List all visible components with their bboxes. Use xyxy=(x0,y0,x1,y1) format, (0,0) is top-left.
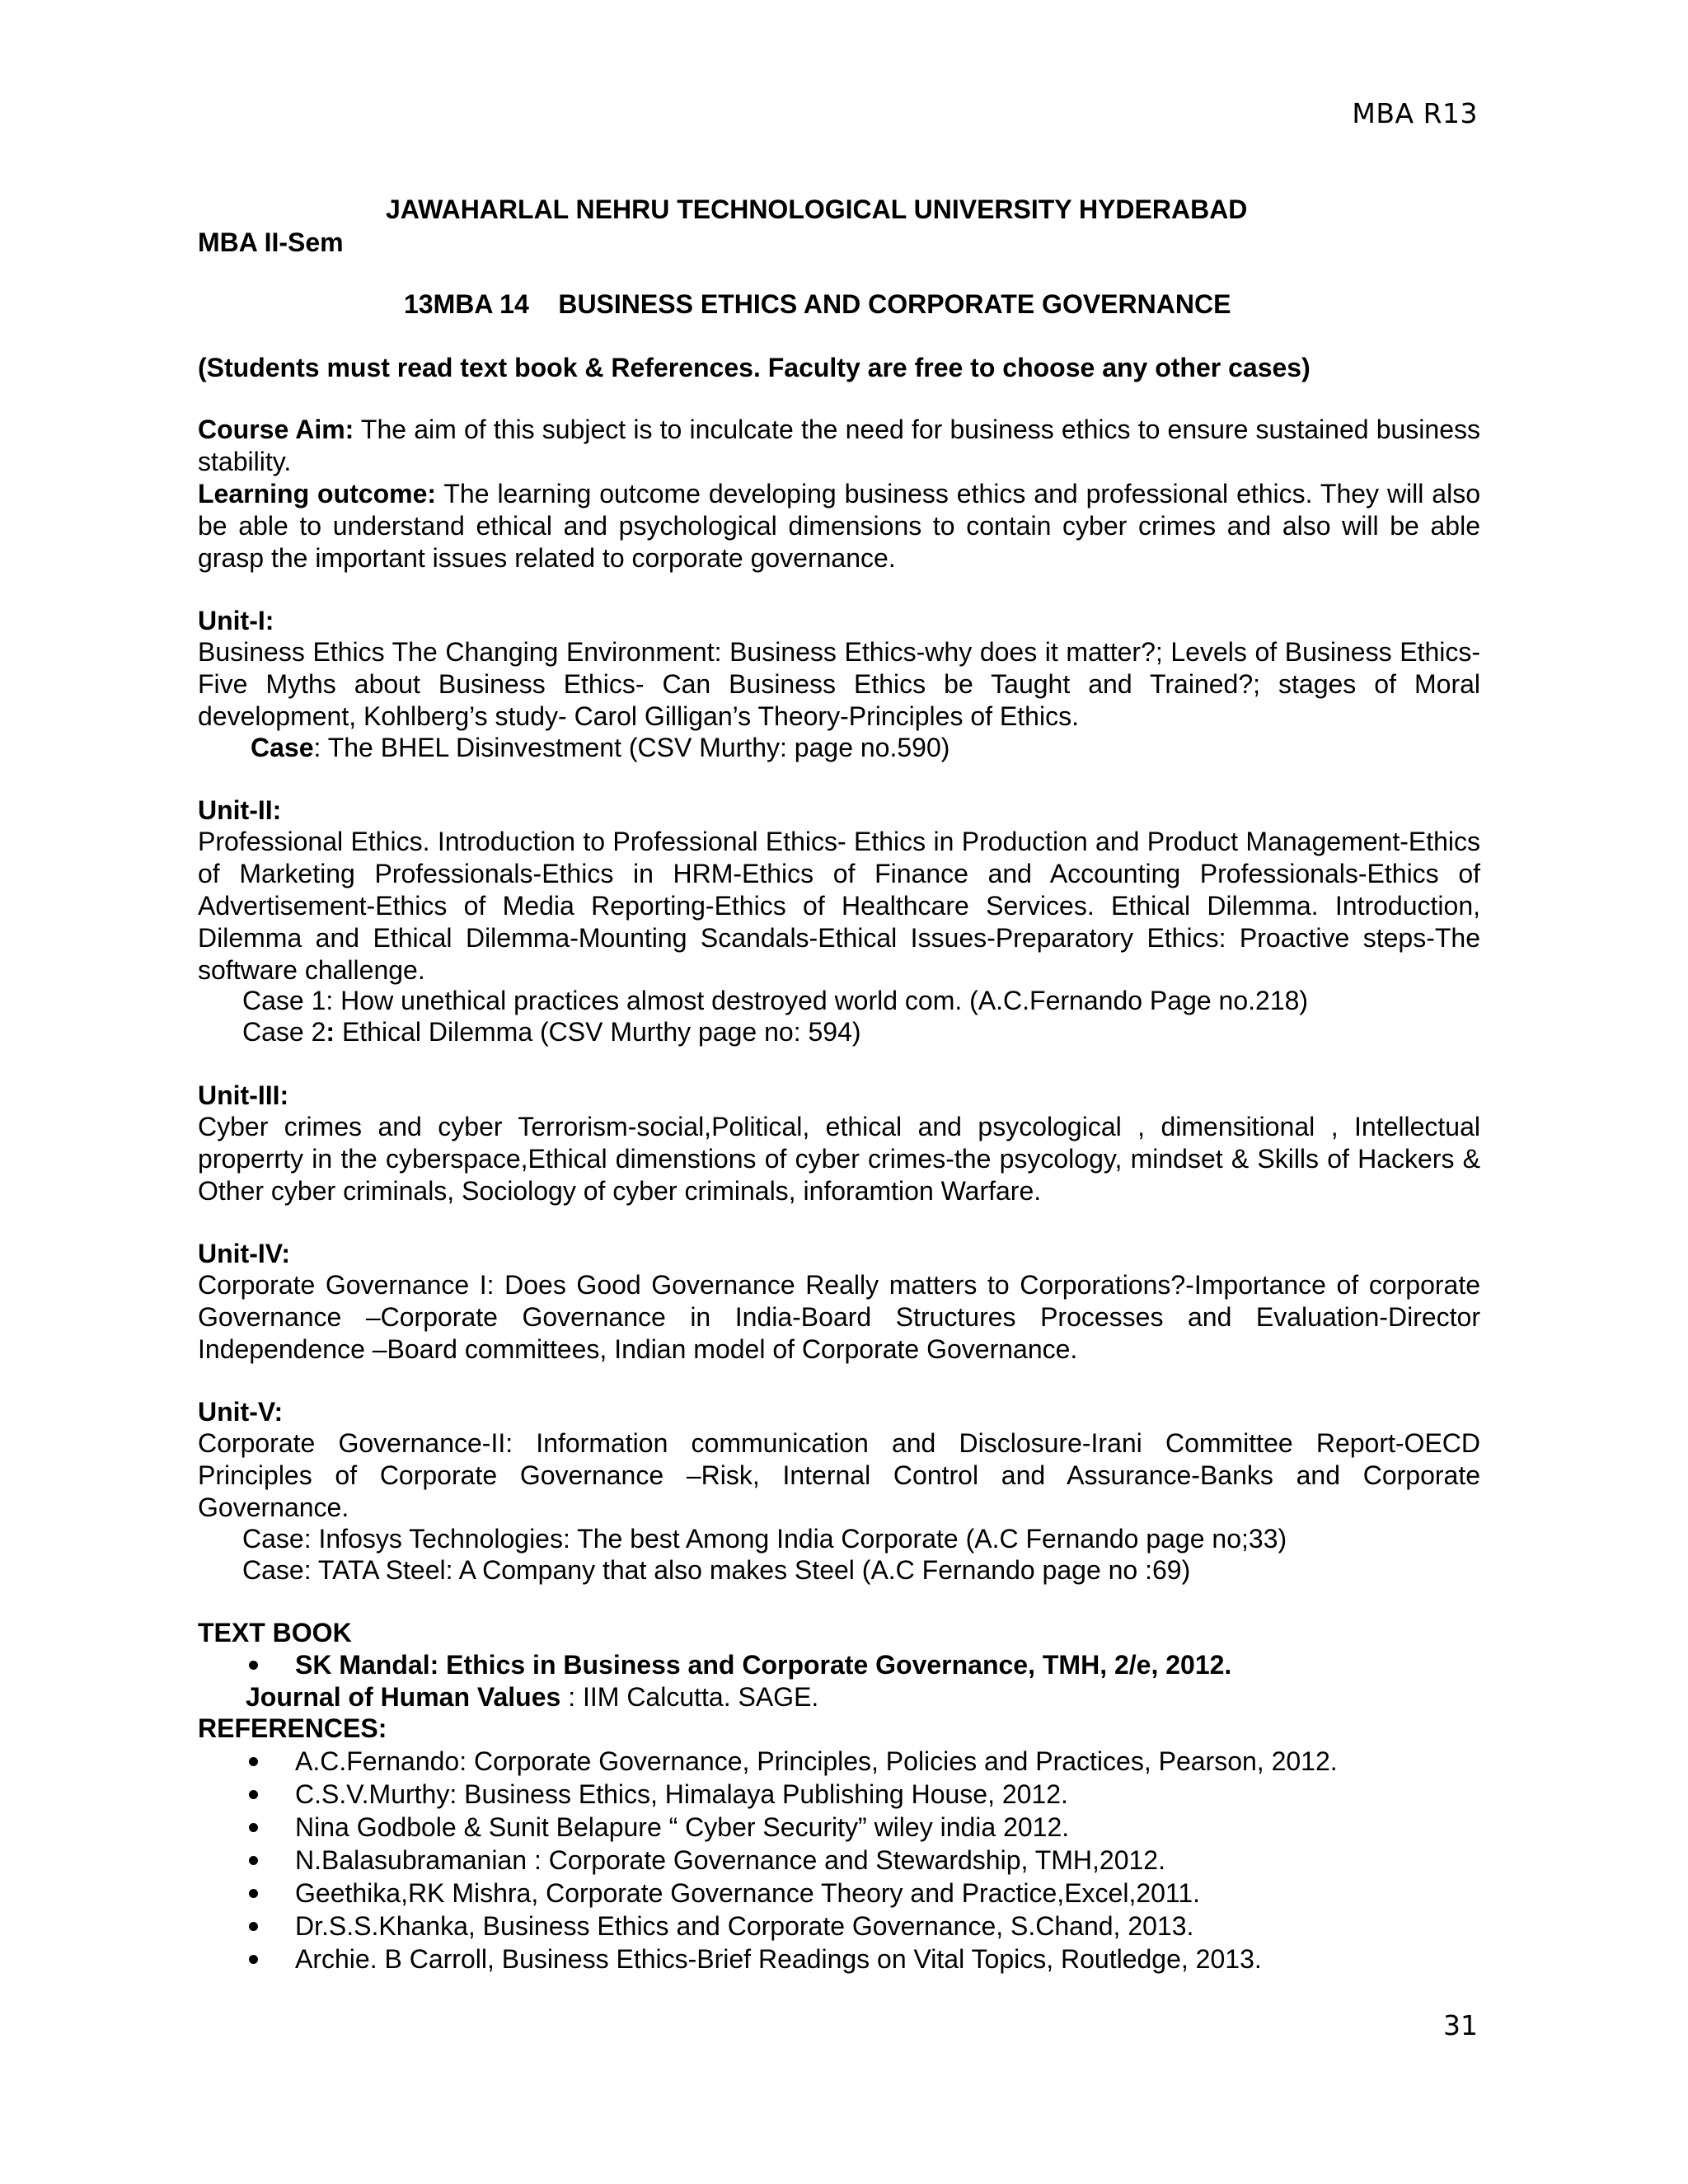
list-item xyxy=(198,1779,1480,1811)
course-title: 13MBA 14 BUSINESS ETHICS AND CORPORATE GOVERNANCE xyxy=(404,289,1231,319)
learning-outcome xyxy=(198,478,1480,574)
unit-1-title: Unit-I: xyxy=(198,606,274,635)
bullet-icon xyxy=(249,1757,258,1766)
unit-2-case-2-text: Ethical Dilemma (CSV Murthy page no: 594) xyxy=(335,1017,861,1047)
list-item xyxy=(198,1877,1480,1910)
unit-5-case-2: Case: TATA Steel: A Company that also makes Steel (A.C Fernando page no :69) xyxy=(242,1555,1191,1585)
reference-item: Dr.S.S.Khanka, Business Ethics and Corporate Governance, S.Chand, 2013. xyxy=(295,1911,1194,1941)
reference-item: C.S.V.Murthy: Business Ethics, Himalaya Publishing House, 2012. xyxy=(295,1779,1068,1809)
bullet-icon xyxy=(249,1790,258,1799)
references-title: REFERENCES: xyxy=(198,1713,387,1743)
course-aim xyxy=(198,414,1480,478)
references-list xyxy=(198,1746,1480,1976)
semester: MBA II-Sem xyxy=(198,227,344,257)
unit-2-case-2-prefix: Case 2 xyxy=(242,1017,326,1047)
course-aim-label: Course Aim: xyxy=(198,415,354,444)
unit-5-case-1: Case: Infosys Technologies: The best Among India Corporate (A.C Fernando page no;33) xyxy=(242,1524,1287,1554)
unit-2-case-2 xyxy=(242,1016,861,1048)
list-item xyxy=(198,1844,1480,1877)
journal-label: Journal of Human Values xyxy=(246,1682,561,1712)
text-book-list xyxy=(198,1649,1480,1682)
list-item xyxy=(198,1943,1480,1976)
reference-item: N.Balasubramanian : Corporate Governance and Stewardship, TMH,2012. xyxy=(295,1845,1165,1875)
bullet-icon xyxy=(249,1823,258,1832)
list-item xyxy=(198,1746,1480,1779)
list-item xyxy=(198,1649,1480,1682)
unit-2-title: Unit-II: xyxy=(198,795,282,825)
bullet-icon xyxy=(249,1922,258,1931)
list-item xyxy=(198,1811,1480,1844)
bullet-icon xyxy=(249,1889,258,1898)
learning-outcome-text: The learning outcome developing business ethics and professional ethics. They will also be able to understand ethical and psychological dimensions to contain cyber crimes and also will be able grasp the important issues related to corporate governance. xyxy=(198,479,1481,573)
list-item xyxy=(198,1910,1480,1943)
unit-3-body: Cyber crimes and cyber Terrorism-social,Political, ethical and psycological , dimensitional , Intellectual properrty in the cyberspace,Ethical dimenstions of cyber crimes-the psycology, mindset & Skills of Hackers & Other cyber criminals, Sociology of cyber criminals, inforamtion Warfare. xyxy=(198,1112,1480,1206)
course-aim-text: The aim of this subject is to inculcate the need for business ethics to ensure sustained business stability. xyxy=(198,415,1481,476)
bullet-icon xyxy=(249,1661,258,1670)
page-number: 31 xyxy=(1443,2009,1478,2041)
unit-1-case-label: Case xyxy=(251,733,314,762)
header-code: MBA R13 xyxy=(1352,97,1478,129)
unit-2-case-2-colon: : xyxy=(326,1017,335,1047)
university-name: JAWAHARLAL NEHRU TECHNOLOGICAL UNIVERSITY HYDERABAD xyxy=(386,194,1248,224)
unit-2-case-1: Case 1: How unethical practices almost destroyed world com. (A.C.Fernando Page no.218) xyxy=(242,986,1309,1015)
bullet-icon xyxy=(249,1955,258,1964)
unit-4-title: Unit-IV: xyxy=(198,1239,290,1268)
unit-2-body: Professional Ethics. Introduction to Professional Ethics- Ethics in Production and Product Management-Ethics of Marketing Professionals-Ethics in HRM-Ethics of Finance and Accounting Professionals-Ethics of Advertisement-Ethics of Media Reporting-Ethics of Healthcare Services. Ethical Dilemma. Introduction, Dilemma and Ethical Dilemma-Mounting Scandals-Ethical Issues-Preparatory Ethics: Proactive steps-The software challenge. xyxy=(198,827,1480,985)
journal-line xyxy=(246,1681,818,1713)
reference-item: Archie. B Carroll, Business Ethics-Brief Readings on Vital Topics, Routledge, 2013. xyxy=(295,1944,1262,1974)
bullet-icon xyxy=(249,1856,258,1865)
text-book-item: SK Mandal: Ethics in Business and Corporate Governance, TMH, 2/e, 2012. xyxy=(295,1650,1232,1680)
learning-outcome-label: Learning outcome: xyxy=(198,479,437,509)
unit-5-title: Unit-V: xyxy=(198,1397,284,1427)
journal-text: : IIM Calcutta. SAGE. xyxy=(560,1682,819,1712)
unit-5-body: Corporate Governance-II: Information communication and Disclosure-Irani Committee Report-OECD Principles of Corporate Governance –Risk, Internal Control and Assurance-Banks and Corporate Governance. xyxy=(198,1428,1480,1522)
unit-1-case xyxy=(251,732,950,764)
reference-item: A.C.Fernando: Corporate Governance, Principles, Policies and Practices, Pearson, 2012. xyxy=(295,1746,1338,1776)
course-note: (Students must read text book & References. Faculty are free to choose any other cases) xyxy=(198,353,1311,382)
unit-3-title: Unit-III: xyxy=(198,1080,289,1110)
unit-4-body: Corporate Governance I: Does Good Governance Really matters to Corporations?-Importance of corporate Governance –Corporate Governance in India-Board Structures Processes and Evaluation-Director Independence –Board committees, Indian model of Corporate Governance. xyxy=(198,1270,1480,1364)
text-book-title: TEXT BOOK xyxy=(198,1618,352,1647)
unit-1-case-text: : The BHEL Disinvestment (CSV Murthy: page no.590) xyxy=(313,733,950,762)
reference-item: Geethika,RK Mishra, Corporate Governance Theory and Practice,Excel,2011. xyxy=(295,1878,1201,1908)
unit-1-body: Business Ethics The Changing Environment: Business Ethics-why does it matter?; Levels of Business Ethics-Five Myths about Business Ethics- Can Business Ethics be Taught and Trained?; stages of Moral development, Kohlberg’s study- Carol Gilligan’s Theory-Principles of Ethics. xyxy=(198,637,1480,731)
reference-item: Nina Godbole & Sunit Belapure “ Cyber Security” wiley india 2012. xyxy=(295,1812,1070,1842)
